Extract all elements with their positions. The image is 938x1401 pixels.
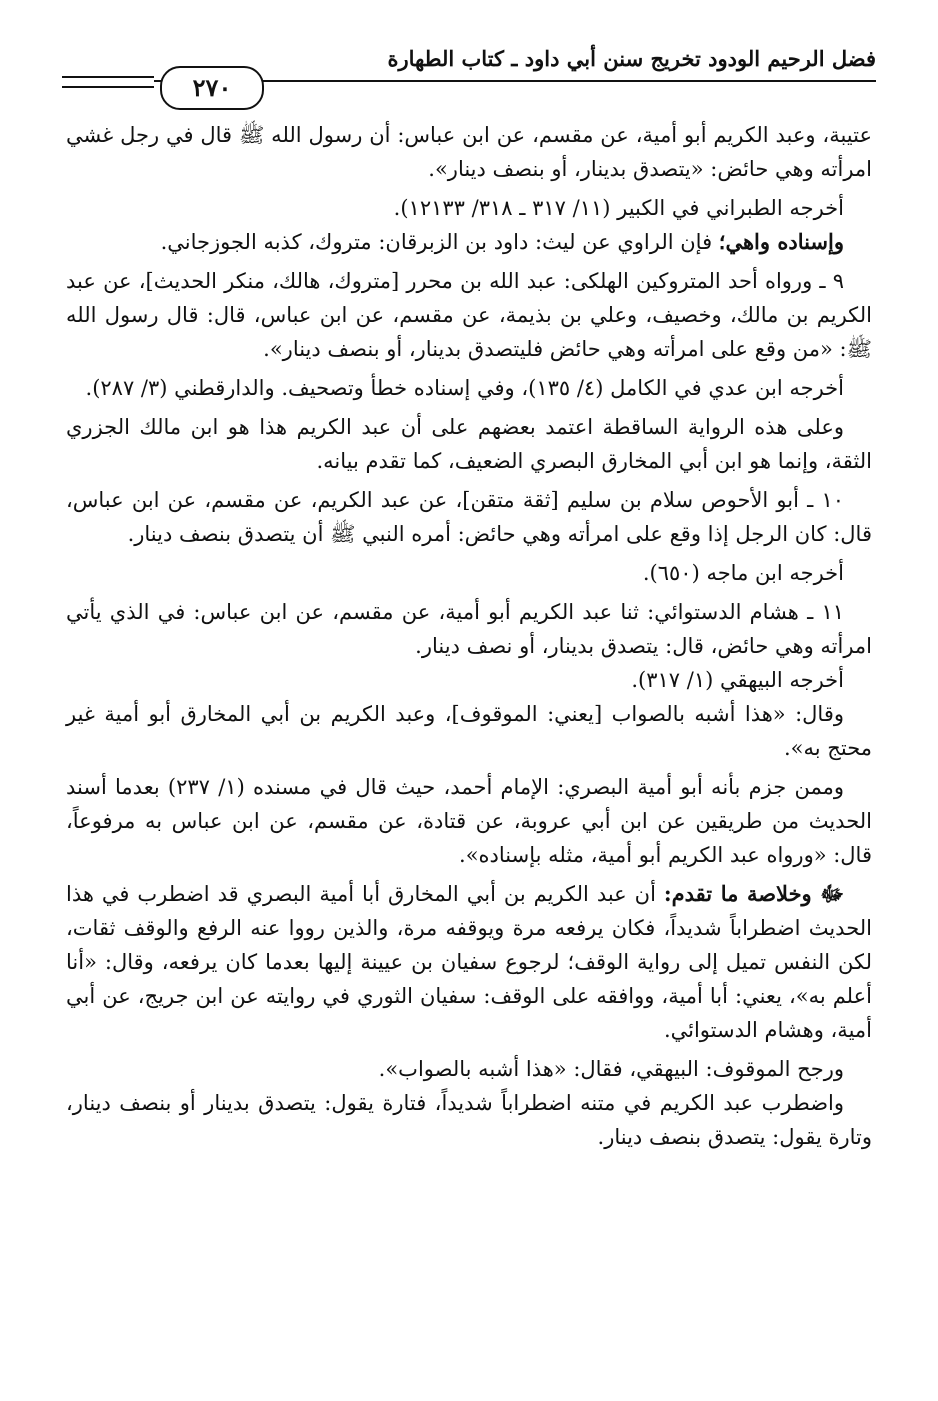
- paragraph: أخرجه ابن ماجه (٦٥٠).: [642, 561, 844, 585]
- paragraph: وممن جزم بأنه أبو أمية البصري: الإمام أحمد، حيث قال في مسنده (١/ ٢٣٧) بعدما أسند الحديث من طريقين عن ابن أبي عروبة، عن قتادة، عن مقسم، عن ابن عباس به مرفوعاً، قال: «ورواه عبد الكريم أبو أمية، مثله بإسناده».: [66, 775, 872, 867]
- paragraph: وقال: «هذا أشبه بالصواب [يعني: الموقوف]، وعبد الكريم بن أبي المخارق أبو أمية غير محتج به».: [66, 702, 872, 760]
- page-header: [62, 40, 876, 100]
- paragraph: أخرجه الطبراني في الكبير (١١/ ٣١٧ ـ ٣١٨/ ١٢١٣٣).: [393, 196, 844, 220]
- paragraph: عتيبة، وعبد الكريم أبو أمية، عن مقسم، عن ابن عباس: أن رسول الله ﷺ قال في رجل غشي امرأته وهي حائض: «يتصدق بدينار، أو بنصف دينار».: [66, 123, 872, 181]
- paragraph: ورجح الموقوف: البيهقي، فقال: «هذا أشبه بالصواب».: [378, 1057, 844, 1081]
- body-text: [66, 118, 872, 1159]
- lead-phrase: وإسناده واهي؛: [718, 229, 844, 254]
- paragraph: أخرجه ابن عدي في الكامل (٤/ ١٣٥)، وفي إسناده خطأ وتصحيف. والدارقطني (٣/ ٢٨٧).: [85, 376, 844, 400]
- paragraph: وإسناده واهي؛ فإن الراوي عن ليث: داود بن الزبرقان: متروك، كذبه الجوزجاني.: [160, 229, 844, 254]
- paragraph: ١١ ـ هشام الدستوائي: ثنا عبد الكريم أبو أمية، عن مقسم، عن ابن عباس: في الذي يأتي امرأته وهي حائض، قال: يتصدق بدينار، أو نصف دينار.: [66, 600, 872, 658]
- running-title: فضل الرحيم الودود تخريج سنن أبي داود ـ كتاب الطهارة: [387, 46, 876, 71]
- page-number: ٢٧٠: [160, 66, 264, 110]
- paragraph: ٩ ـ ورواه أحد المتروكين الهلكى: عبد الله بن محرر [متروك، هالك، منكر الحديث]، عن عبد الكريم بن مالك، وخصيف، وعلي بن بذيمة، عن مقسم، عن ابن عباس، قال: قال رسول الله ﷺ: «من وقع على امرأته وهي حائض فليتصدق بدينار، أو بنصف دينار».: [66, 269, 872, 361]
- paragraph: أخرجه البيهقي (١/ ٣١٧).: [631, 668, 844, 692]
- paragraph: ﷻ وخلاصة ما تقدم: أن عبد الكريم بن أبي المخارق أبا أمية البصري قد اضطرب في هذا الحديث اضطراباً شديداً، فكان يرفعه مرة ويوقفه مرة، والذين رووا عنه الرفع والوقف ثقات، لكن النفس تميل إلى رواية الوقف؛ لرجوع سفيان بن عيينة إليها بعدما كان يرفعه، وقال: «أنا أعلم به»، يعني: أبا أمية، ووافقه على الوقف: سفيان الثوري في روايته عن ابن جريج، عن أبي أمية، وهشام الدستوائي.: [66, 881, 872, 1042]
- header-double-rule: [62, 76, 154, 88]
- paragraph: واضطرب عبد الكريم في متنه اضطراباً شديداً، فتارة يقول: يتصدق بدينار أو بنصف دينار، وتارة يقول: يتصدق بنصف دينار.: [66, 1091, 872, 1149]
- paragraph: وعلى هذه الرواية الساقطة اعتمد بعضهم على أن عبد الكريم هذا هو ابن مالك الجزري الثقة، وإنما هو ابن أبي المخارق البصري الضعيف، كما تقدم بيانه.: [66, 415, 872, 473]
- lead-phrase: ﷻ وخلاصة ما تقدم:: [663, 881, 844, 906]
- paragraph: ١٠ ـ أبو الأحوص سلام بن سليم [ثقة متقن]، عن عبد الكريم، عن مقسم، عن ابن عباس، قال: كان الرجل إذا وقع على امرأته وهي حائض: أمره النبي ﷺ أن يتصدق بنصف دينار.: [66, 488, 872, 546]
